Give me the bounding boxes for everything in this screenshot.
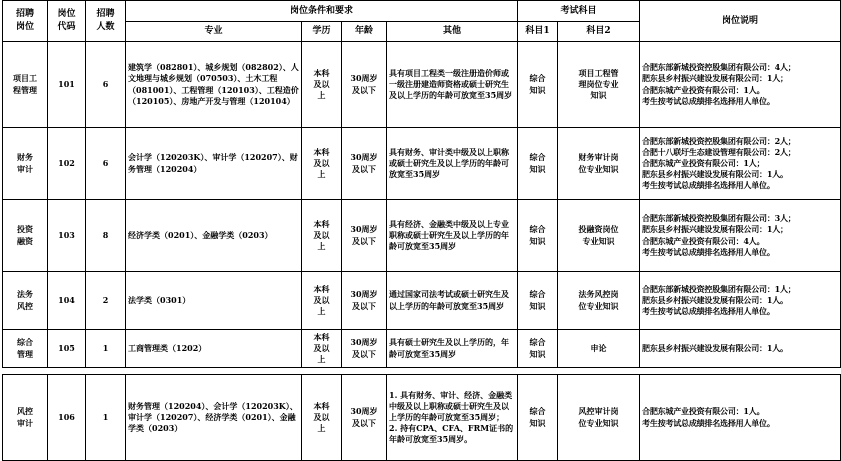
post-name: 财务 审计: [3, 128, 48, 200]
post-name: 项目工 程管理: [3, 42, 48, 128]
table-row: [3, 272, 841, 330]
post-description: 合肥东城产业投资有限公司：1人。 考生按考试总成绩排名选择用人单位。: [640, 375, 841, 461]
post-education: 本科 及以 上: [302, 42, 342, 128]
post-age: 30周岁 及以下: [342, 42, 387, 128]
post-description: 合肥东部新城投资控股集团有限公司：3人； 肥东县乡村振兴建设发展有限公司：1人； 合肥东城产业投资有限公司：4人。 考生按考试总成绩排名选择用人单位。: [640, 200, 841, 272]
table-row: [3, 128, 841, 200]
post-subject2: 项目工程管 理岗位专业 知识: [558, 42, 640, 128]
post-count: 6: [86, 42, 126, 128]
post-age: 30周岁 及以下: [342, 128, 387, 200]
post-description: 合肥东部新城投资控股集团有限公司：2人； 合肥十八联圩生态建设管理有限公司：2人； 合肥东城产业投资有限公司：1人； 肥东县乡村振兴建设发展有限公司：1人。 考生按考试总成绩排名选择用人单位。: [640, 128, 841, 200]
post-other: 具有财务、审计类中级及以上职称或硕士研究生及以上学历的年龄可放宽至35周岁: [387, 128, 518, 200]
post-code: 102: [48, 128, 86, 200]
post-major: 经济学类（0201）、金融学类（0203）: [126, 200, 302, 272]
post-name: 法务 风控: [3, 272, 48, 330]
post-count: 1: [86, 375, 126, 461]
recruitment-table: [2, 0, 841, 461]
post-code: 105: [48, 330, 86, 368]
post-count: 2: [86, 272, 126, 330]
post-name: 投资 融资: [3, 200, 48, 272]
header-subject2: 科目2: [558, 22, 640, 42]
table-row: [3, 375, 841, 461]
post-education: 本科 及以 上: [302, 375, 342, 461]
post-subject1: 综合 知识: [518, 200, 558, 272]
post-subject2: 投融资岗位 专业知识: [558, 200, 640, 272]
post-code: 106: [48, 375, 86, 461]
header-description: 岗位说明: [640, 1, 841, 42]
post-other: 通过国家司法考试或硕士研究生及以上学历的年龄可放宽至35周岁: [387, 272, 518, 330]
post-subject1: 综合 知识: [518, 128, 558, 200]
post-major: 法学类（0301）: [126, 272, 302, 330]
post-description: 合肥东部新城投资控股集团有限公司：4人； 肥东县乡村振兴建设发展有限公司：1人； 合肥东城产业投资有限公司：1人。 考生按考试总成绩排名选择用人单位。: [640, 42, 841, 128]
post-code: 101: [48, 42, 86, 128]
post-education: 本科 及以 上: [302, 128, 342, 200]
post-age: 30周岁 及以下: [342, 330, 387, 368]
post-age: 30周岁 及以下: [342, 375, 387, 461]
separator-cell: [3, 368, 841, 375]
post-other: 1. 具有财务、审计、经济、金融类中级及以上职称或硕士研究生及以上学历的年龄可放宽至35周岁； 2. 持有CPA、CFA、FRM证书的年龄可放宽至35周岁。: [387, 375, 518, 461]
post-subject2: 法务风控岗 位专业知识: [558, 272, 640, 330]
post-count: 8: [86, 200, 126, 272]
post-education: 本科 及以 上: [302, 200, 342, 272]
header-row-1: [3, 1, 841, 22]
post-education: 本科 及以 上: [302, 330, 342, 368]
post-subject1: 综合 知识: [518, 375, 558, 461]
table-row: [3, 200, 841, 272]
post-subject1: 综合 知识: [518, 330, 558, 368]
post-age: 30周岁 及以下: [342, 272, 387, 330]
post-subject2: 申论: [558, 330, 640, 368]
header-age: 年龄: [342, 22, 387, 42]
post-count: 1: [86, 330, 126, 368]
post-major: 财务管理（120204）、会计学（120203K）、审计学（120207）、经济学类（0201）、金融学类（0203）: [126, 375, 302, 461]
post-subject2: 风控审计岗 位专业知识: [558, 375, 640, 461]
post-name: 风控 审计: [3, 375, 48, 461]
header-code: 岗位 代码: [48, 1, 86, 42]
post-description: 合肥东部新城投资控股集团有限公司：1人； 肥东县乡村振兴建设发展有限公司：1人。 考生按考试总成绩排名选择用人单位。: [640, 272, 841, 330]
header-count: 招聘 人数: [86, 1, 126, 42]
post-description: 肥东县乡村振兴建设发展有限公司：1人。: [640, 330, 841, 368]
post-major: 建筑学（082801）、城乡规划（082802）、人文地理与城乡规划（070503）、土木工程（081001）、工程管理（120103）、工程造价（120105）、房地产开发与管理（120104）: [126, 42, 302, 128]
post-education: 本科 及以 上: [302, 272, 342, 330]
header-subjects: 考试科目: [518, 1, 640, 22]
header-conditions: 岗位条件和要求: [126, 1, 518, 22]
post-age: 30周岁 及以下: [342, 200, 387, 272]
post-subject1: 综合 知识: [518, 272, 558, 330]
table-row: [3, 42, 841, 128]
post-other: 具有项目工程类一级注册造价师或一级注册建造师资格或硕士研究生及以上学历的年龄可放宽至35周岁: [387, 42, 518, 128]
post-code: 104: [48, 272, 86, 330]
table-row: [3, 330, 841, 368]
post-other: 具有经济、金融类中级及以上专业职称或硕士研究生及以上学历的年龄可放宽至35周岁: [387, 200, 518, 272]
post-count: 6: [86, 128, 126, 200]
post-subject1: 综合 知识: [518, 42, 558, 128]
post-other: 具有硕士研究生及以上学历的，年龄可放宽至35周岁: [387, 330, 518, 368]
header-education: 学历: [302, 22, 342, 42]
header-subject1: 科目1: [518, 22, 558, 42]
row-separator: [3, 368, 841, 375]
post-subject2: 财务审计岗 位专业知识: [558, 128, 640, 200]
header-post: 招聘 岗位: [3, 1, 48, 42]
header-other: 其他: [387, 22, 518, 42]
post-code: 103: [48, 200, 86, 272]
post-major: 会计学（120203K）、审计学（120207）、财务管理（120204）: [126, 128, 302, 200]
post-major: 工商管理类（1202）: [126, 330, 302, 368]
header-major: 专业: [126, 22, 302, 42]
post-name: 综合 管理: [3, 330, 48, 368]
